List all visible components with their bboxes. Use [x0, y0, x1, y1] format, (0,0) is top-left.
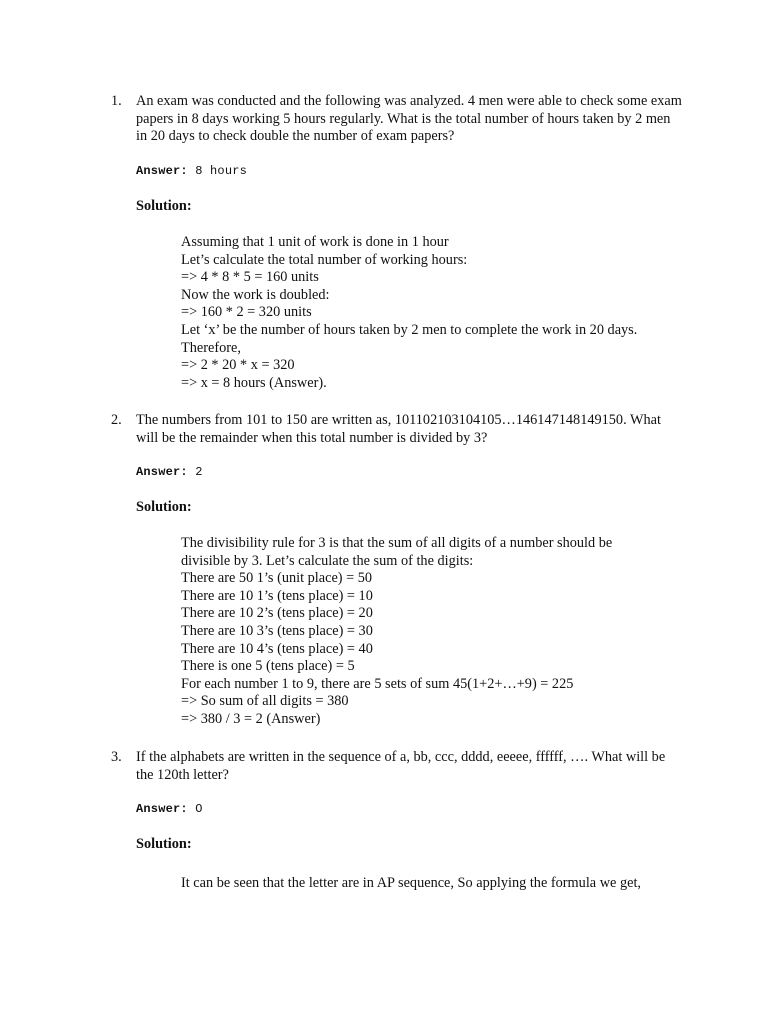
answer-value: 2	[195, 465, 203, 479]
solution-line: => So sum of all digits = 380	[181, 693, 349, 710]
answer-line	[136, 163, 247, 181]
solution-line: Let ‘x’ be the number of hours taken by 2 men to complete the work in 20 days.	[181, 321, 638, 338]
answer-label: Answer:	[136, 465, 188, 479]
solution-label: Solution:	[136, 499, 192, 515]
answer-value: 8 hours	[195, 164, 248, 178]
solution-line: divisible by 3. Let’s calculate the sum of the digits:	[181, 552, 474, 569]
answer-line	[136, 801, 203, 819]
solution-label: Solution:	[136, 198, 192, 214]
solution-line: There are 10 3’s (tens place) = 30	[181, 622, 373, 639]
solution-line: Assuming that 1 unit of work is done in 1 hour	[181, 234, 449, 250]
solution-line: => 160 * 2 = 320 units	[181, 304, 312, 321]
solution-line: There are 10 2’s (tens place) = 20	[181, 605, 373, 622]
question-number: 1.	[111, 93, 122, 109]
solution-label: Solution:	[136, 836, 192, 852]
solution-line: Let’s calculate the total number of working hours:	[181, 251, 468, 268]
solution-line: => x = 8 hours (Answer).	[181, 374, 327, 391]
question-text: The numbers from 101 to 150 are written as, 101102103104105…146147148149150. What will be the remainder when this total number is divided by 3?	[136, 412, 661, 446]
answer-label: Answer:	[136, 164, 188, 178]
question-text: If the alphabets are written in the sequence of a, bb, ccc, dddd, eeeee, ffffff, …. What will be the 120th letter?	[136, 749, 666, 783]
solution-line: => 2 * 20 * x = 320	[181, 357, 295, 374]
solution-line: It can be seen that the letter are in AP sequence, So applying the formula we get,	[181, 875, 641, 891]
solution-line: => 4 * 8 * 5 = 160 units	[181, 269, 319, 286]
question-number: 2.	[111, 412, 122, 428]
solution-line: Now the work is doubled:	[181, 286, 330, 303]
question-text: An exam was conducted and the following was analyzed. 4 men were able to check some exam papers in 8 days working 5 hours regularly. What is the total number of hours taken by 2 men in 20 days to check double the number of exam papers?	[136, 93, 682, 145]
solution-line: The divisibility rule for 3 is that the sum of all digits of a number should be	[181, 535, 613, 551]
solution-line: Therefore,	[181, 339, 241, 356]
solution-line: For each number 1 to 9, there are 5 sets of sum 45(1+2+…+9) = 225	[181, 675, 574, 692]
solution-line: There are 10 4’s (tens place) = 40	[181, 640, 373, 657]
solution-line: There is one 5 (tens place) = 5	[181, 658, 355, 675]
answer-value: O	[195, 802, 203, 816]
answer-line	[136, 464, 203, 482]
solution-body	[181, 535, 701, 729]
solution-line: There are 50 1’s (unit place) = 50	[181, 570, 373, 587]
solution-line: There are 10 1’s (tens place) = 10	[181, 587, 373, 604]
solution-body	[181, 234, 701, 392]
answer-label: Answer:	[136, 802, 188, 816]
solution-line: => 380 / 3 = 2 (Answer)	[181, 710, 321, 727]
question-number: 3.	[111, 749, 122, 765]
